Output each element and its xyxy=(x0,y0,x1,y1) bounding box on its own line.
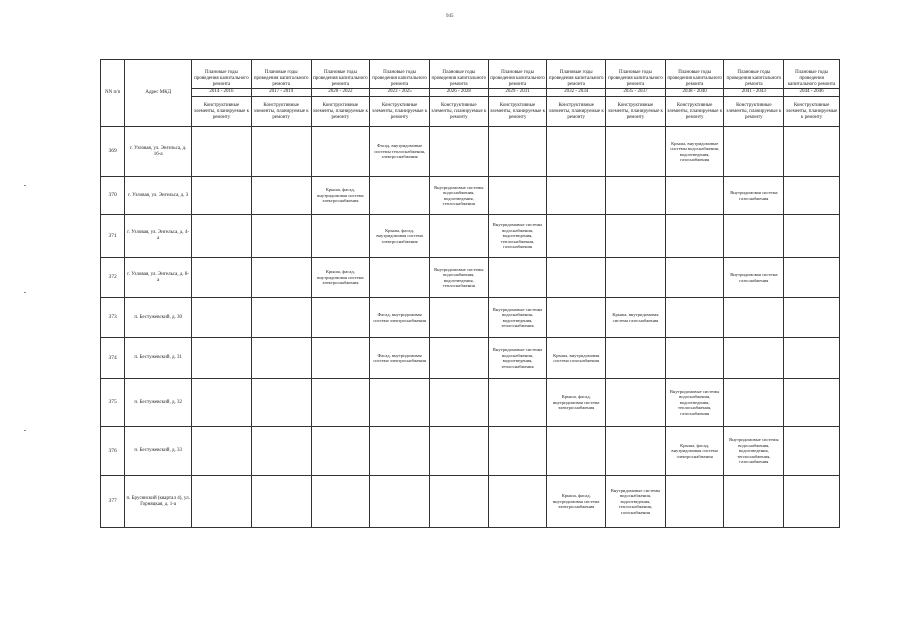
row-number: 372 xyxy=(101,258,125,298)
work-cell xyxy=(192,379,252,427)
period-title: Плановые годы проведения капитального ремонта xyxy=(194,70,249,87)
work-cell xyxy=(724,338,784,379)
work-cell xyxy=(665,215,724,258)
row-number: 370 xyxy=(101,177,125,215)
work-cell xyxy=(429,476,488,528)
work-cell xyxy=(606,427,666,476)
period-title: Плановые годы проведения капитального ремонта xyxy=(608,70,663,87)
work-cell: Внутридомовые системы водоснабжения, водоотведения, теплоснабжения xyxy=(429,258,488,298)
header-elements: Конструктивные элементы, планируемые к ремонту xyxy=(665,97,724,127)
work-cell xyxy=(429,427,488,476)
row-number: 373 xyxy=(101,298,125,338)
work-cell xyxy=(665,298,724,338)
work-cell xyxy=(251,298,311,338)
work-cell xyxy=(724,298,784,338)
work-cell xyxy=(488,476,547,528)
row-number: 375 xyxy=(101,379,125,427)
row-address: г. Узловая, ул. Энгельса, д. 4-а xyxy=(125,215,192,258)
work-cell xyxy=(488,127,547,177)
period-title: Плановые годы проведения капитального ремонта xyxy=(667,70,722,87)
work-cell xyxy=(370,258,430,298)
header-elements: Конструктивные элементы, планируемые к ремонту xyxy=(251,97,311,127)
margin-mark xyxy=(24,292,26,293)
period-years: 2035 - 2037 xyxy=(606,88,665,95)
header-period xyxy=(251,60,311,97)
header-period xyxy=(192,60,252,97)
header-period xyxy=(724,60,784,97)
work-cell xyxy=(606,258,666,298)
row-address: п. Бестужевский, д. 33 xyxy=(125,427,192,476)
header-address: Адрес МКД xyxy=(125,60,192,127)
period-title: Плановые годы проведения капитального ремонта xyxy=(313,70,368,87)
work-cell xyxy=(311,215,370,258)
work-cell xyxy=(488,258,547,298)
work-cell xyxy=(784,298,840,338)
work-cell xyxy=(192,338,252,379)
work-cell xyxy=(311,379,370,427)
work-cell xyxy=(488,177,547,215)
work-cell xyxy=(606,338,666,379)
table-row xyxy=(101,177,840,215)
work-cell: Внутридомовая система газоснабжения xyxy=(724,177,784,215)
header-elements: Конструктивные элементы, планируемые к ремонту xyxy=(606,97,666,127)
work-cell: Внутридомовые системы водоснабжения, водоотведения, теплоснабжения, газоснабжения xyxy=(488,215,547,258)
header-period xyxy=(370,60,430,97)
work-cell xyxy=(251,476,311,528)
work-cell xyxy=(429,215,488,258)
work-cell xyxy=(192,476,252,528)
work-cell xyxy=(724,476,784,528)
period-title: Плановые годы проведения капитального ремонта xyxy=(372,70,427,87)
header-period xyxy=(547,60,606,97)
work-cell xyxy=(547,177,606,215)
work-cell: Фасад, внутридомовая система электроснабжения xyxy=(370,298,430,338)
period-years: 2032 - 2034 xyxy=(547,88,605,95)
page-number: 945 xyxy=(446,14,454,19)
work-cell xyxy=(429,338,488,379)
header-period xyxy=(429,60,488,97)
work-cell xyxy=(547,215,606,258)
period-title: Плановые годы проведения капитального ремонта xyxy=(548,70,604,87)
work-cell xyxy=(724,127,784,177)
work-cell xyxy=(547,427,606,476)
work-cell: Внутридомовые системы водоснабжения, водоотведения, теплоснабжения, газоснабжения xyxy=(606,476,666,528)
work-cell: Крыша, внутридомовые системы водоснабжения, водоотведения, газоснабжения xyxy=(665,127,724,177)
work-cell xyxy=(311,476,370,528)
work-cell: Крыша, фасад, внутридомовая система электроснабжения xyxy=(311,258,370,298)
work-cell xyxy=(784,427,840,476)
header-period xyxy=(665,60,724,97)
work-cell xyxy=(370,177,430,215)
work-cell xyxy=(665,258,724,298)
work-cell xyxy=(251,427,311,476)
header-row-elements xyxy=(101,97,840,127)
work-cell xyxy=(311,127,370,177)
work-cell: Фасад, внутридомовые системы теплоснабжения, электроснабжения xyxy=(370,127,430,177)
row-number: 377 xyxy=(101,476,125,528)
work-cell xyxy=(547,258,606,298)
work-cell xyxy=(251,127,311,177)
row-number: 369 xyxy=(101,127,125,177)
table-row xyxy=(101,215,840,258)
margin-mark xyxy=(24,430,26,431)
margin-mark xyxy=(24,185,26,186)
work-cell: Внутридомовые системы водоснабжения, водоотведения, теплоснабжения xyxy=(429,177,488,215)
work-cell xyxy=(606,379,666,427)
period-years: 2017 - 2019 xyxy=(252,88,311,95)
work-cell xyxy=(251,177,311,215)
work-cell: Крыша, фасад, внутридомовая система электроснабжения xyxy=(665,427,724,476)
work-cell xyxy=(665,177,724,215)
period-years: 2026 - 2028 xyxy=(430,88,488,95)
work-cell: Внутридомовые системы водоснабжения, водоотведения, теплоснабжения xyxy=(488,298,547,338)
period-years: 2041 - 2043 xyxy=(724,88,783,95)
work-cell xyxy=(429,298,488,338)
work-cell xyxy=(192,298,252,338)
row-address: г. Узловая, ул. Энгельса, д. 8-а xyxy=(125,258,192,298)
row-address: г. Узловая, ул. Энгельса, д. 16-а xyxy=(125,127,192,177)
work-cell xyxy=(784,379,840,427)
period-title: Плановые годы проведения капитального ремонта xyxy=(253,70,309,87)
header-period xyxy=(784,60,840,97)
period-title: Плановые годы проведения капитального ремонта xyxy=(431,70,487,87)
period-years: 2029 - 2031 xyxy=(489,88,547,95)
header-elements: Конструктивные элементы, планируемые к ремонту xyxy=(311,97,370,127)
period-years: 2038 - 2040 xyxy=(666,88,724,95)
row-number: 376 xyxy=(101,427,125,476)
work-cell xyxy=(724,215,784,258)
work-cell xyxy=(192,215,252,258)
period-title: Плановые годы проведения капитального ремонта xyxy=(726,70,782,87)
header-elements: Конструктивные элементы, планируемые к ремонту xyxy=(370,97,430,127)
work-cell xyxy=(192,427,252,476)
table-body xyxy=(101,127,840,528)
work-cell xyxy=(429,127,488,177)
work-cell xyxy=(547,298,606,338)
header-period xyxy=(606,60,666,97)
header-elements: Конструктивные элементы, планируемые к ремонту xyxy=(784,97,840,127)
table-row xyxy=(101,258,840,298)
work-cell xyxy=(784,476,840,528)
work-cell xyxy=(606,215,666,258)
header-period xyxy=(488,60,547,97)
work-cell xyxy=(606,177,666,215)
work-cell xyxy=(370,427,430,476)
work-cell: Крыша, фасад, внутридомовая система электроснабжения xyxy=(370,215,430,258)
row-address: п. Брусянский (квартал 4), ул. Горняцкая, д. 1-а xyxy=(125,476,192,528)
table-row xyxy=(101,476,840,528)
row-address: п. Бестужевский, д. 30 xyxy=(125,298,192,338)
work-cell: Внутридомовые системы водоснабжения, водоотведения, теплоснабжения, газоснабжения xyxy=(665,379,724,427)
work-cell xyxy=(784,258,840,298)
work-cell xyxy=(311,298,370,338)
header-elements: Конструктивные элементы, планируемые к ремонту xyxy=(429,97,488,127)
header-elements: Конструктивные элементы, планируемые к ремонту xyxy=(547,97,606,127)
work-cell: Внутридомовые системы водоснабжения, водоотведения, теплоснабжения, газоснабжения xyxy=(724,427,784,476)
work-cell xyxy=(251,379,311,427)
row-number: 374 xyxy=(101,338,125,379)
row-number: 371 xyxy=(101,215,125,258)
work-cell xyxy=(784,215,840,258)
table-row xyxy=(101,127,840,177)
work-cell: Крыша, фасад, внутридомовая система электроснабжения xyxy=(547,379,606,427)
work-cell xyxy=(192,177,252,215)
work-cell xyxy=(665,338,724,379)
period-years: 2014 - 2016 xyxy=(192,88,251,95)
work-cell: Внутридомовая система газоснабжения xyxy=(724,258,784,298)
work-cell: Внутридомовые системы водоснабжения, водоотведения, теплоснабжения xyxy=(488,338,547,379)
work-cell xyxy=(251,338,311,379)
row-address: п. Бестужевский, д. 32 xyxy=(125,379,192,427)
header-row-periods xyxy=(101,60,840,97)
table-row xyxy=(101,298,840,338)
header-elements: Конструктивные элементы, планируемые к ремонту xyxy=(724,97,784,127)
work-cell xyxy=(488,427,547,476)
table-row xyxy=(101,379,840,427)
work-cell xyxy=(192,258,252,298)
header-elements: Конструктивные элементы, планируемые к ремонту xyxy=(192,97,252,127)
period-years: 2023 - 2025 xyxy=(370,88,429,95)
period-title: Плановые годы проведения капитального ремонта xyxy=(787,70,836,87)
work-cell xyxy=(665,476,724,528)
work-cell xyxy=(370,379,430,427)
work-cell xyxy=(251,258,311,298)
work-cell xyxy=(429,379,488,427)
work-cell xyxy=(192,127,252,177)
work-cell: Крыша, внутридомовая система газоснабжения xyxy=(547,338,606,379)
work-cell: Фасад, внутридомовая система электроснабжения xyxy=(370,338,430,379)
period-years: 2020 - 2022 xyxy=(312,88,370,95)
table-row xyxy=(101,338,840,379)
work-cell xyxy=(784,177,840,215)
table-row xyxy=(101,427,840,476)
work-cell xyxy=(251,215,311,258)
work-cell xyxy=(311,338,370,379)
work-cell xyxy=(606,127,666,177)
work-cell xyxy=(311,427,370,476)
header-num: NN п/п xyxy=(101,60,125,127)
work-cell xyxy=(370,476,430,528)
work-cell: Крыша, внутридомовая система газоснабжения xyxy=(606,298,666,338)
work-cell: Крыша, фасад, внутридомовая система электроснабжения xyxy=(311,177,370,215)
work-cell xyxy=(784,127,840,177)
work-cell: Крыша, фасад, внутридомовая система электроснабжения xyxy=(547,476,606,528)
work-cell xyxy=(724,379,784,427)
row-address: г. Узловая, ул. Энгельса, д. 3 xyxy=(125,177,192,215)
header-elements: Конструктивные элементы, планируемые к ремонту xyxy=(488,97,547,127)
work-cell xyxy=(488,379,547,427)
repair-schedule-table xyxy=(100,59,840,528)
table-header xyxy=(101,60,840,127)
period-title: Плановые годы проведения капитального ремонта xyxy=(490,70,545,87)
period-years: 2044 - 2046 xyxy=(784,88,839,95)
header-period xyxy=(311,60,370,97)
row-address: п. Бестужевский, д. 31 xyxy=(125,338,192,379)
work-cell xyxy=(784,338,840,379)
work-cell xyxy=(547,127,606,177)
